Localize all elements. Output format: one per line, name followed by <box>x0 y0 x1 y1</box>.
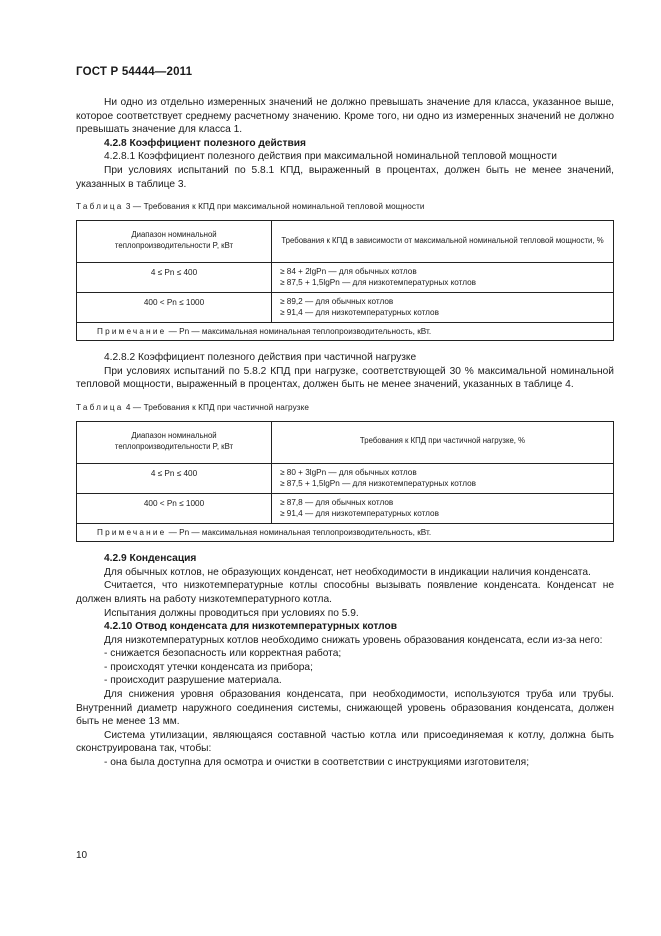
table4 <box>76 421 614 543</box>
table3-caption-word: Таблица <box>76 202 124 212</box>
table4-value-1: ≥ 80 + 3lgPn — для обычных котлов ≥ 87,5 + 1,5lgPn — для низкотемпературных котлов <box>272 463 614 493</box>
table3-note: Примечание — Pn — максимальная номинальная теплопроизводительность, кВт. <box>77 322 614 341</box>
list-item: - она была доступна для осмотра и очистки в соответствии с инструкциями изготовителя; <box>104 757 530 769</box>
table4-col2-header: Требования к КПД при частичной нагрузке, % <box>272 421 614 463</box>
table3-range-2: 400 < Pn ≤ 1000 <box>77 292 272 322</box>
table4-value-2: ≥ 87,8 — для обычных котлов ≥ 91,4 — для низкотемпературных котлов <box>272 493 614 523</box>
table3-caption-text: 3 — Требования к КПД при максимальной номинальной тепловой мощности <box>125 202 425 212</box>
table-row <box>77 493 614 523</box>
table4-col1-header: Диапазон номинальной теплопроизводительности P, кВт <box>77 421 272 463</box>
table-row <box>77 262 614 292</box>
paragraph-4-2-9-3: Испытания должны проводиться при условиях по 5.9. <box>104 607 359 619</box>
table4-note-row <box>77 523 614 542</box>
section-title-4-2-10: 4.2.10 Отвод конденсата для низкотемпературных котлов <box>104 621 397 633</box>
paragraph-4-2-8-1: При условиях испытаний по 5.8.1 КПД, выраженный в процентах, должен быть не менее значений, указанных в таблице 3. <box>76 164 614 190</box>
table4-range-1: 4 ≤ Pn ≤ 400 <box>77 463 272 493</box>
paragraph-4-2-9-2: Считается, что низкотемпературные котлы способны вызывать появление конденсата. Конденсат не должен влиять на работу низкотемпературного котла. <box>76 580 614 605</box>
table4-caption <box>76 401 614 415</box>
table-row <box>77 463 614 493</box>
list-item: - происходят утечки конденсата из прибора; <box>104 661 313 673</box>
table3-header-row <box>77 220 614 262</box>
subsection-title-4-2-8-2: 4.2.8.2 Коэффициент полезного действия при частичной нагрузке <box>104 352 417 364</box>
table3-value-1: ≥ 84 + 2lgPn — для обычных котлов ≥ 87,5 + 1,5lgPn — для низкотемпературных котлов <box>272 262 614 292</box>
section-title-4-2-9: 4.2.9 Конденсация <box>104 553 197 565</box>
paragraph-4-2-10-1: Для низкотемпературных котлов необходимо снижать уровень образования конденсата, если из-за него: <box>104 634 603 646</box>
paragraph-4-2-8-2: При условиях испытаний по 5.8.2 КПД при нагрузке, соответствующей 30 % максимальной номинальной тепловой мощности, выраженный в процентах, должен быть не менее значений, указанных в таблице 4. <box>76 365 614 391</box>
page-number: 10 <box>76 850 88 861</box>
paragraph-4-2-10-2: Для снижения уровня образования конденсата, при необходимости, используются труба или трубы. Внутренний диаметр наружного соединения системы, снижающей уровень образования конденсата, должен быть не менее 13 мм. <box>76 689 614 728</box>
table3-note-row <box>77 322 614 341</box>
list-item: - снижается безопасность или корректная работа; <box>104 648 342 660</box>
table4-header-row <box>77 421 614 463</box>
section-title-4-2-8: 4.2.8 Коэффициент полезного действия <box>104 137 306 149</box>
paragraph-4-2-10-3: Система утилизации, являющаяся составной частью котла или присоединяемая к котлу, должна быть сконструирована так, чтобы: <box>76 729 614 755</box>
table3-caption <box>76 200 614 214</box>
table4-note: Примечание — Pn — максимальная номинальная теплопроизводительность, кВт. <box>77 523 614 542</box>
table4-range-2: 400 < Pn ≤ 1000 <box>77 493 272 523</box>
list-item: - происходит разрушение материала. <box>104 675 282 687</box>
table3-range-1: 4 ≤ Pn ≤ 400 <box>77 262 272 292</box>
page-content <box>76 96 614 770</box>
table3 <box>76 220 614 342</box>
table3-col2-header: Требования к КПД в зависимости от максимальной номинальной тепловой мощности, % <box>272 220 614 262</box>
table4-caption-word: Таблица <box>76 403 124 413</box>
paragraph-intro: Ни одно из отдельно измеренных значений не должно превышать значение для класса, указанное выше, которое соответствует среднему расчетному значению. Кроме того, ни одно из измеренных значений не должно превышать значение для класса 1. <box>76 97 614 136</box>
table3-col1-header: Диапазон номинальной теплопроизводительности P, кВт <box>77 220 272 262</box>
subsection-title-4-2-8-1: 4.2.8.1 Коэффициент полезного действия при максимальной номинальной тепловой мощности <box>104 151 557 163</box>
document-header: ГОСТ Р 54444—2011 <box>76 66 193 78</box>
table-row <box>77 292 614 322</box>
paragraph-4-2-9-1: Для обычных котлов, не образующих конденсат, нет необходимости в индикации наличия конденсата. <box>104 566 591 578</box>
table4-caption-text: 4 — Требования к КПД при частичной нагрузке <box>125 403 310 413</box>
table3-value-2: ≥ 89,2 — для обычных котлов ≥ 91,4 — для низкотемпературных котлов <box>272 292 614 322</box>
